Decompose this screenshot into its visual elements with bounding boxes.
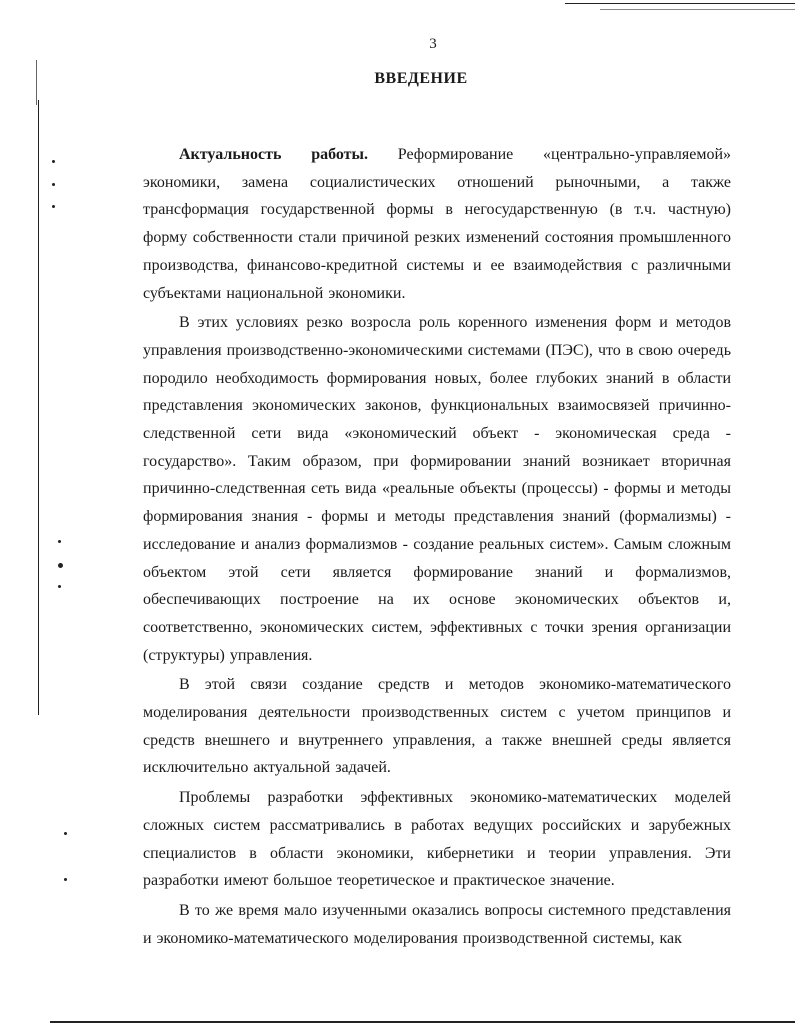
document-body <box>143 141 731 954</box>
page-number: 3 <box>429 36 437 52</box>
paragraph-text: Реформирование «центрально-управляемой» экономики, замена социалистических отношений рыночными, а также трансформация государственной формы в негосударственную (в т.ч. частную) форму собственности стали причиной резких изменений состояния промышленного производства, финансово-кредитной системы и ее взаимодействия с различными субъектами национальной экономики. <box>143 146 731 302</box>
scan-artifact-top-line-2 <box>600 9 795 10</box>
relevance-lead-term: Актуальность работы. <box>179 146 369 163</box>
paragraph: В этих условиях резко возросла роль коренного изменения форм и методов управления производственно-экономическими системами (ПЭС), что в свою очередь породило необходимость формирования новых, более глубоких знаний в области представления экономических законов, функциональных взаимосвязей причинно-следственной сети вида «экономический объект - экономическая среда - государство». Таким образом, при формировании знаний возникает вторичная причинно-следственная сеть вида «реальные объекты (процессы) - формы и методы формирования знания - формы и методы представления знаний (формализмы) - исследование и анализ формализмов - создание реальных систем». Самым сложным объектом этой сети является формирование знаний и формализмов, обеспечивающих построение на их основе экономических объектов и, соответственно, экономических систем, эффективных с точки зрения организации (структуры) управления. <box>143 314 731 664</box>
page-title: ВВЕДЕНИЕ <box>374 70 468 87</box>
scan-artifact-dot <box>52 183 55 186</box>
scan-artifact-dot <box>58 563 63 568</box>
scan-artifact-dot <box>58 540 61 543</box>
scan-artifact-dot <box>52 205 55 208</box>
scan-artifact-dot <box>58 585 61 588</box>
scan-artifact-dot <box>64 878 67 881</box>
paragraph: Проблемы разработки эффективных экономико-математических моделей сложных систем рассматривались в работах ведущих российских и зарубежных специалистов в области экономики, кибернетики и теории управления. Эти разработки имеют большое теоретическое и практическое значение. <box>143 789 731 890</box>
scan-artifact-left-edge <box>38 100 39 715</box>
scan-artifact-dot <box>64 832 67 835</box>
scan-artifact-bottom-line <box>50 1021 795 1023</box>
scan-artifact-top-line <box>565 3 795 4</box>
scan-artifact-dot <box>52 160 55 163</box>
paragraph-relevance <box>143 141 731 307</box>
paragraph: В этой связи создание средств и методов экономико-математического моделирования деятельности производственных систем с учетом принципов и средств внешнего и внутреннего управления, а также внешней среды является исключительно актуальной задачей. <box>143 676 731 777</box>
paragraph: В то же время мало изученными оказались вопросы системного представления и экономико-математического моделирования производственной системы, как <box>143 901 731 947</box>
